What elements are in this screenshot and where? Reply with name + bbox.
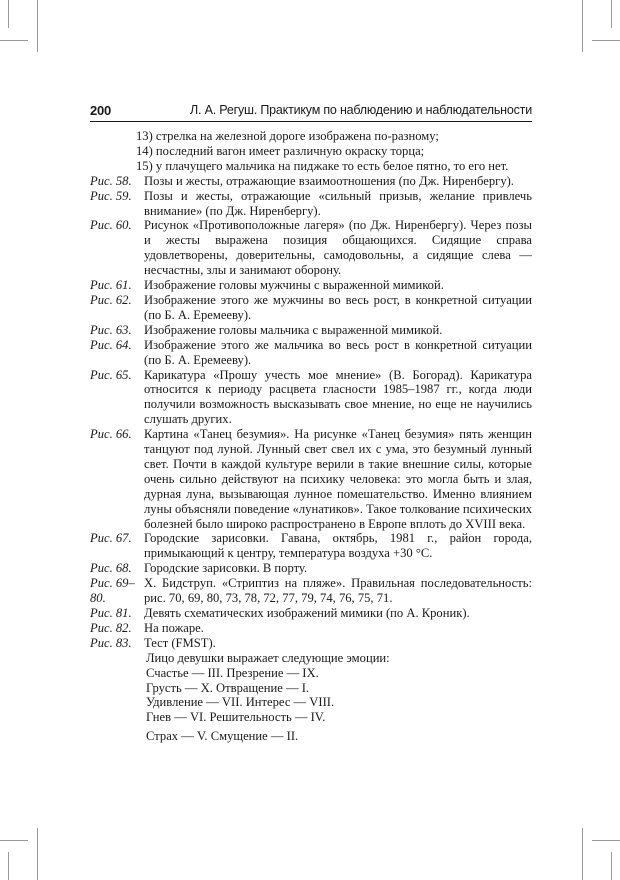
- crop-mark: [8, 0, 9, 28]
- figure-label: Рис. 64.: [90, 337, 132, 352]
- running-title: Л. А. Регуш. Практикум по наблюдению и наблюдательности: [190, 103, 532, 117]
- figure-label: Рис. 59.: [90, 188, 132, 203]
- figure-entry: [90, 561, 532, 576]
- figure-text: Изображение головы мужчины с выраженной мимикой.: [144, 278, 444, 293]
- figure-text: Позы и жесты, отражающие «сильный призыв, желание привлечь внимание» (по Дж. Ниренбергу).: [144, 188, 532, 218]
- figure-text: На пожаре.: [144, 620, 204, 635]
- emotion-line: Грусть — X. Отвращение — I.: [146, 680, 310, 695]
- figure-entry: [90, 606, 532, 621]
- figure-entry: [90, 576, 532, 606]
- figure-text: Тест (FMST).: [144, 635, 216, 650]
- emotion-list: [90, 666, 532, 745]
- crop-mark: [37, 0, 38, 52]
- emotion-line: Страх — V. Смущение — II.: [146, 729, 299, 744]
- crop-mark: [592, 840, 620, 841]
- page-header: [90, 101, 532, 121]
- emotion-line: Счастье — III. Презрение — IX.: [146, 665, 319, 680]
- figure-text: Х. Бидструп. «Стриптиз на пляже». Правильная последовательность: рис. 70, 69, 80, 73, 78, 72, 77, 79, 74, 76, 75, 71.: [144, 576, 532, 606]
- crop-mark: [37, 828, 38, 880]
- figure-label: Рис. 69–80.: [90, 576, 135, 606]
- figure-text: Изображение этого же мальчика во весь рост в конкретной ситуации (по Б. А. Еремееву).: [144, 337, 532, 367]
- figure-entry: [90, 293, 532, 323]
- figure-text: Городские зарисовки. Гавана, октябрь, 1981 г., район города, примыкающий к центру, температура воздуха +30 °С.: [144, 531, 532, 561]
- figure-text: Картина «Танец безумия». На рисунке «Танец безумия» пять женщин танцуют под луной. Лунный свет свел их с ума, это безумный лунный свет. Почти в каждой культуре верили в такие внешние силы, которые очень сильно действуют на психику человека: это могла быть и злая, дурная луна, вызывающая лунное помешательство. Именно влиянием луны объясняли поведение «лунатиков». Такое толкование психических болезней было широко распространено в Европе вплоть до XVIII века.: [144, 427, 532, 531]
- figure-text: Городские зарисовки. В порту.: [144, 561, 308, 576]
- figure-label: Рис. 81.: [90, 606, 132, 620]
- list-line: 15) у плачущего мальчика на пиджаке то есть белое пятно, то его нет.: [136, 158, 509, 173]
- figure-label: Рис. 60.: [90, 218, 132, 233]
- page-number: 200: [90, 103, 112, 118]
- figure-text: Изображение этого же мужчины во весь рост, в конкретной ситуации (по Б. А. Еремееву).: [144, 292, 532, 322]
- crop-mark: [592, 40, 620, 41]
- crop-mark: [0, 40, 28, 41]
- figure-label: Рис. 62.: [90, 292, 132, 307]
- figure-entry: [90, 323, 532, 338]
- figure-entry: [90, 174, 532, 189]
- figure-entry: [90, 278, 532, 293]
- crop-mark: [8, 852, 9, 880]
- figure-entry: [90, 427, 532, 531]
- figure-entry: [90, 218, 532, 278]
- figure-label: Рис. 67.: [90, 531, 132, 546]
- figure-label: Рис. 65.: [90, 367, 132, 382]
- figure-label: Рис. 83.: [90, 635, 132, 650]
- figure-text: Изображение головы мальчика с выраженной мимикой.: [144, 322, 443, 337]
- list-line: 13) стрелка на железной дороге изображена по-разному;: [136, 129, 439, 143]
- figure-text: Позы и жесты, отражающие взаимоотношения (по Дж. Ниренбергу).: [144, 173, 514, 188]
- figure-entry: [90, 531, 532, 561]
- crop-mark: [582, 828, 583, 880]
- crop-mark: [0, 840, 28, 841]
- figure-text: Карикатура «Прошу учесть мое мнение» (В. Богорад). Карикатура относится к периоду расцвета гласности 1985–1987 гг., когда люди получили возможность высказывать свое мнение, но еще не научились слушать других.: [144, 367, 532, 427]
- figure-entry: [90, 621, 532, 636]
- figure-entry: [90, 636, 532, 651]
- crop-mark: [611, 0, 612, 28]
- figure-label: Рис. 68.: [90, 561, 132, 576]
- figure-label: Рис. 58.: [90, 173, 132, 188]
- figure-label: Рис. 82.: [90, 620, 132, 635]
- figure-label: Рис. 63.: [90, 322, 132, 337]
- emotion-line: Гнев — VI. Решительность — IV.: [146, 710, 326, 725]
- figure-entry: [90, 189, 532, 219]
- figure-entry: [90, 368, 532, 428]
- crop-mark: [582, 0, 583, 52]
- header-rule: [90, 121, 532, 122]
- figure-text: Рисунок «Противоположные лагеря» (по Дж. Ниренбергу). Через позы и жесты выражена позиция общающихся. Сидящие справа удовлетворены, доверительны, самодовольны, а сидящие слева — несчастны, злы и занимают оборону.: [144, 218, 532, 278]
- emotion-line: Удивление — VII. Интерес — VIII.: [146, 695, 335, 710]
- page-body: [90, 129, 532, 744]
- figure-label: Рис. 66.: [90, 427, 132, 442]
- test-intro: Лицо девушки выражает следующие эмоции:: [146, 650, 390, 665]
- crop-mark: [611, 852, 612, 880]
- list-line: 14) последний вагон имеет различную окраску торца;: [136, 143, 425, 158]
- figure-label: Рис. 61.: [90, 278, 132, 293]
- figure-entry: [90, 338, 532, 368]
- figure-text: Девять схематических изображений мимики (по А. Кроник).: [144, 606, 470, 620]
